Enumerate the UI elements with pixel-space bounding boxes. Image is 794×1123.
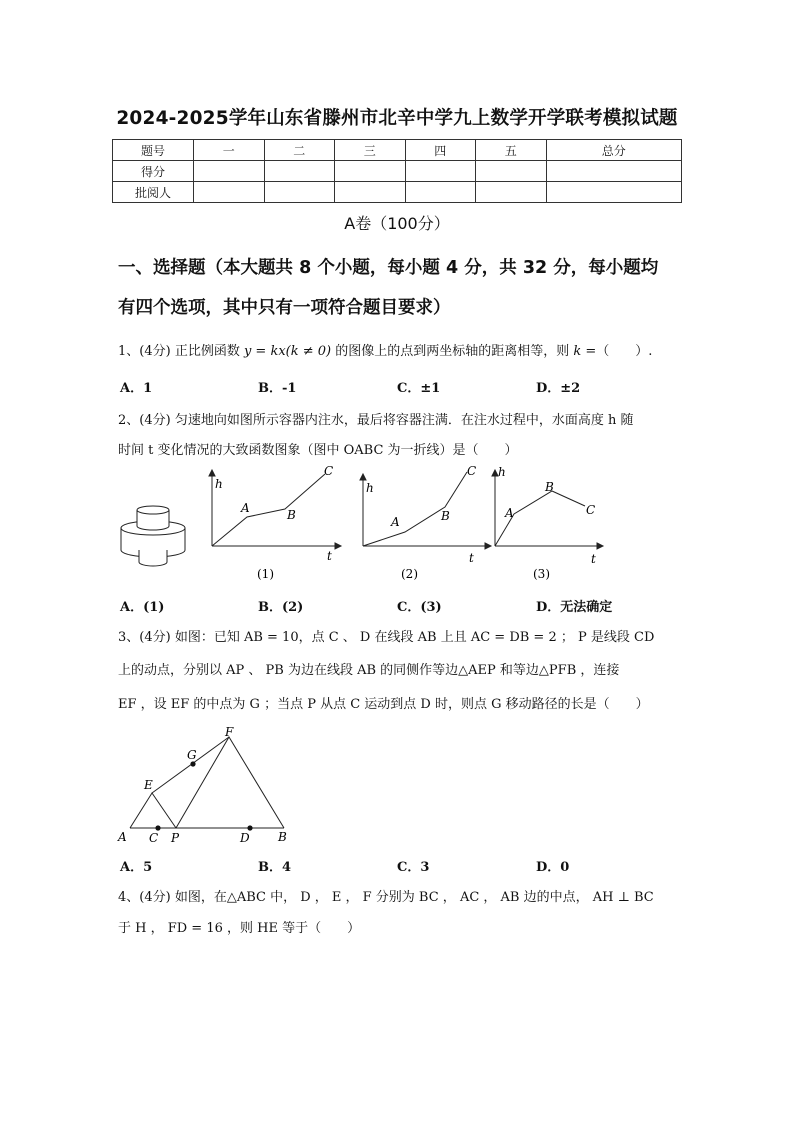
label-d: D: [240, 831, 250, 845]
table-cell: [476, 161, 547, 182]
q1-option-a: A．1: [120, 381, 153, 396]
q2-option-d: D．无法确定: [536, 600, 613, 615]
point-g: [190, 761, 195, 766]
table-cell: 一: [194, 140, 265, 161]
point-d: [247, 825, 252, 830]
q3-option-c: C．3: [397, 860, 430, 875]
section1-heading-line2: 有四个选项，其中只有一项符合题目要求）: [118, 298, 451, 318]
table-cell: [405, 182, 476, 203]
table-cell: [264, 161, 335, 182]
graph3-a-label: A: [505, 506, 514, 520]
graph3-b-label: B: [545, 480, 554, 494]
question-3-line3: EF ，设 EF 的中点为 G ；当点 P 从点 C 运动到点 D 时，则点 G 移动路径的长是（ ）: [118, 697, 649, 712]
q3-option-d: D．0: [536, 860, 570, 875]
table-cell: [194, 161, 265, 182]
q1-prefix: 1、(4分) 正比例函数: [118, 344, 244, 359]
score-table: [112, 139, 682, 203]
q3-lines: [130, 737, 284, 828]
graph1-h-label: h: [215, 477, 223, 491]
graph2-b-label: B: [441, 509, 450, 523]
question-2-line2: 时间 t 变化情况的大致函数图象（图中 OABC 为一折线）是（ ）: [118, 443, 518, 458]
q1-formula: y = kx(k ≠ 0): [243, 344, 332, 359]
q1-suffix: 的图像上的点到两坐标轴的距离相等，则: [331, 344, 574, 359]
q1-tail: =（ ）.: [581, 344, 653, 359]
graph1-a-label: A: [241, 501, 250, 515]
point-c: [155, 825, 160, 830]
question-4-line2: 于 H ， FD = 16 ，则 HE 等于（ ）: [118, 921, 361, 936]
q2-figures: [115, 462, 615, 587]
table-cell: 四: [405, 140, 476, 161]
table-cell: [264, 182, 335, 203]
q2-option-c: C．(3): [397, 600, 442, 615]
graph2-a-label: A: [391, 515, 400, 529]
table-cell: 题号: [113, 140, 194, 161]
graph3-c-label: C: [586, 503, 596, 517]
section-a-heading: A卷（100分）: [344, 214, 450, 233]
label-p: P: [171, 831, 180, 845]
table-cell: 总分: [546, 140, 682, 161]
graph-1: [209, 470, 341, 549]
graph3-h-label: h: [498, 465, 506, 479]
label-a: A: [118, 830, 127, 844]
paper-title: 2024-2025学年山东省滕州市北辛中学九上数学开学联考模拟试题: [116, 108, 678, 129]
score-table-header-row: [113, 140, 682, 161]
table-cell: [546, 182, 682, 203]
label-b: B: [278, 830, 287, 844]
graph2-caption: (2): [401, 567, 418, 581]
graph2-c-label: C: [467, 464, 477, 478]
graph1-c-label: C: [324, 464, 334, 478]
label-g: G: [187, 748, 197, 762]
graph-2: [360, 472, 491, 549]
question-1-stem: [118, 340, 652, 359]
table-cell: [335, 161, 406, 182]
q2-option-a: A．(1): [120, 600, 165, 615]
q1-option-d: D．±2: [536, 381, 581, 396]
table-cell: [335, 182, 406, 203]
table-cell: [194, 182, 265, 203]
score-table-row: [113, 182, 682, 203]
q1-k: k: [573, 344, 582, 359]
question-2-line1: 2、(4分) 匀速地向如图所示容器内注水，最后将容器注满．在注水过程中，水面高度 h 随: [118, 413, 634, 428]
label-e: E: [144, 778, 153, 792]
q1-option-c: C．±1: [397, 381, 441, 396]
q3-option-a: A．5: [120, 860, 153, 875]
question-4-line1: 4、(4分) 如图，在△ABC 中， D ， E ， F 分别为 BC ， AC ， AB 边的中点， AH ⊥ BC: [118, 890, 654, 905]
graph1-t-label: t: [327, 549, 332, 563]
graph1-b-label: B: [287, 508, 296, 522]
section1-heading-line1: 一、选择题（本大题共 8 个小题，每小题 4 分，共 32 分，每小题均: [118, 258, 659, 278]
table-cell: [476, 182, 547, 203]
graph3-caption: (3): [533, 567, 550, 581]
table-cell: 二: [264, 140, 335, 161]
table-cell: [546, 161, 682, 182]
label-c: C: [149, 831, 159, 845]
table-cell: 批阅人: [113, 182, 194, 203]
label-f: F: [225, 725, 234, 739]
question-3-line1: 3、(4分) 如图：已知 AB = 10，点 C 、 D 在线段 AB 上且 AC = DB = 2 ； P 是线段 CD: [118, 630, 655, 645]
table-cell: 三: [335, 140, 406, 161]
graph2-t-label: t: [469, 551, 474, 565]
graph2-h-label: h: [366, 481, 374, 495]
graph1-caption: (1): [257, 567, 274, 581]
q2-option-b: B．(2): [258, 600, 304, 615]
container-figure: [121, 506, 185, 566]
score-table-row: [113, 161, 682, 182]
table-cell: 得分: [113, 161, 194, 182]
q1-option-b: B．-1: [258, 381, 297, 396]
question-3-line2: 上的动点，分别以 AP 、 PB 为边在线段 AB 的同侧作等边△AEP 和等边△PFB ，连接: [118, 663, 620, 678]
q3-figure: [112, 722, 302, 847]
graph3-t-label: t: [591, 552, 596, 566]
table-cell: 五: [476, 140, 547, 161]
table-cell: [405, 161, 476, 182]
q3-option-b: B．4: [258, 860, 292, 875]
